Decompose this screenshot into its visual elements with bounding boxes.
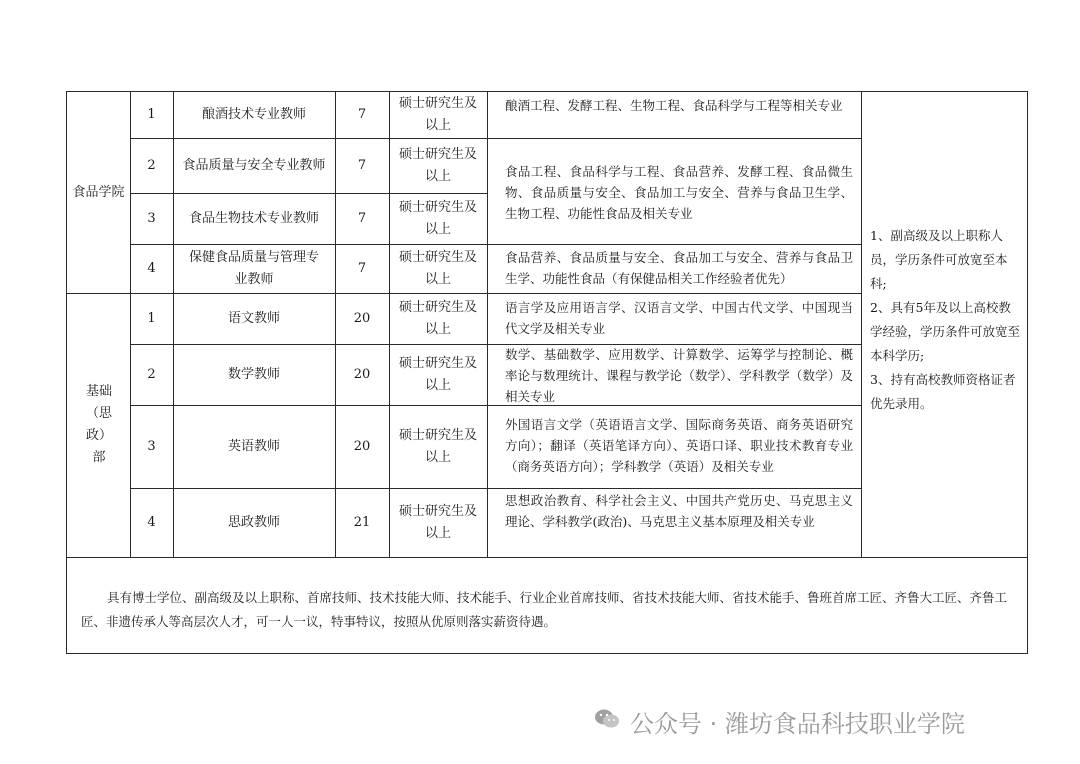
watermark-text: 公众号 · 潍坊食品科技职业学院: [630, 710, 965, 738]
position-title: 酿酒技术专业教师: [201, 107, 306, 122]
position-count: 7: [357, 210, 367, 226]
recruitment-table: [66, 91, 1028, 654]
position-major: 酿酒工程、发酵工程、生物工程、食品科学与工程等相关专业: [505, 98, 843, 113]
position-count: 21: [353, 514, 371, 530]
requirement-item: 3、持有高校教师资格证者优先录用。: [870, 372, 1016, 411]
position-major: 食品营养、食品质量与安全、食品加工与安全、营养与食品卫生学、功能性食品（有保健品相关工作经验者优先）: [505, 250, 853, 286]
position-title: 语文教师: [227, 310, 280, 326]
position-no: 3: [147, 438, 156, 454]
position-title: 保健食品质量与管理专业教师: [188, 249, 319, 287]
position-title: 思政教师: [227, 514, 280, 530]
position-no: 4: [147, 260, 156, 276]
footnote-row: [67, 558, 1027, 654]
wechat-icon: [594, 708, 620, 736]
position-count: 7: [357, 157, 367, 173]
position-education: 硕士研究生及以上: [398, 146, 477, 184]
position-no: 1: [147, 310, 156, 326]
college-name: 基础（思政）部: [85, 384, 112, 465]
position-count: 20: [353, 366, 371, 382]
requirement-item: 2、具有5年及以上高校教学经验，学历条件可放宽至本科学历;: [870, 300, 1021, 363]
college-name: 食品学院: [72, 184, 125, 200]
position-no: 4: [147, 514, 156, 530]
position-title: 数学教师: [227, 366, 280, 382]
position-education: 硕士研究生及以上: [398, 427, 477, 465]
position-education: 硕士研究生及以上: [398, 96, 477, 133]
position-major: 思想政治教育、科学社会主义、中国共产党历史、马克思主义理论、学科教学(政治)、马克思主义基本原理及相关专业: [505, 493, 853, 529]
position-major: 食品工程、食品科学与工程、食品营养、发酵工程、食品微生物、食品质量与安全、食品加工与安全、营养与食品卫生学、生物工程、功能性食品及相关专业: [505, 164, 853, 221]
position-education: 硕士研究生及以上: [398, 199, 477, 237]
requirement-item: 1、副高级及以上职称人员，学历条件可放宽至本科;: [870, 228, 1008, 291]
position-title: 食品质量与安全专业教师: [182, 157, 326, 173]
position-count: 20: [353, 310, 371, 326]
position-count: 7: [357, 260, 367, 276]
position-education: 硕士研究生及以上: [398, 299, 477, 337]
position-major: 语言学及应用语言学、汉语言文学、中国古代文学、中国现当代文学及相关专业: [505, 300, 853, 336]
watermark: [594, 704, 965, 739]
position-education: 硕士研究生及以上: [398, 249, 477, 287]
requirements: [862, 224, 1028, 416]
position-education: 硕士研究生及以上: [398, 355, 477, 393]
position-no: 3: [147, 210, 156, 226]
position-no: 2: [147, 157, 156, 173]
position-title: 食品生物技术专业教师: [188, 210, 319, 226]
position-no: 2: [147, 366, 156, 382]
position-major: 数学、基础数学、应用数学、计算数学、运筹学与控制论、概率论与数理统计、课程与教学论（数学）、学科教学（数学）及相关专业: [505, 347, 853, 404]
position-count: 20: [353, 438, 371, 454]
position-no: 1: [147, 107, 156, 122]
position-count: 7: [357, 107, 367, 122]
position-major: 外国语言文学（英语语言文学、国际商务英语、商务英语研究方向）；翻译（英语笔译方向）、英语口译、职业技术教育专业（商务英语方向）；学科教学（英语）及相关专业: [505, 417, 853, 474]
position-title: 英语教师: [227, 438, 280, 454]
footnote-text: 具有博士学位、副高级及以上职称、首席技师、技术技能大师、技术能手、行业企业首席技师、省技术技能大师、省技术能手、鲁班首席工匠、齐鲁大工匠、齐鲁工匠、非遗传承人等高层次人才，可一人一议，特事特议，按照从优原则落实薪资待遇。: [81, 590, 1008, 629]
position-education: 硕士研究生及以上: [398, 503, 477, 541]
